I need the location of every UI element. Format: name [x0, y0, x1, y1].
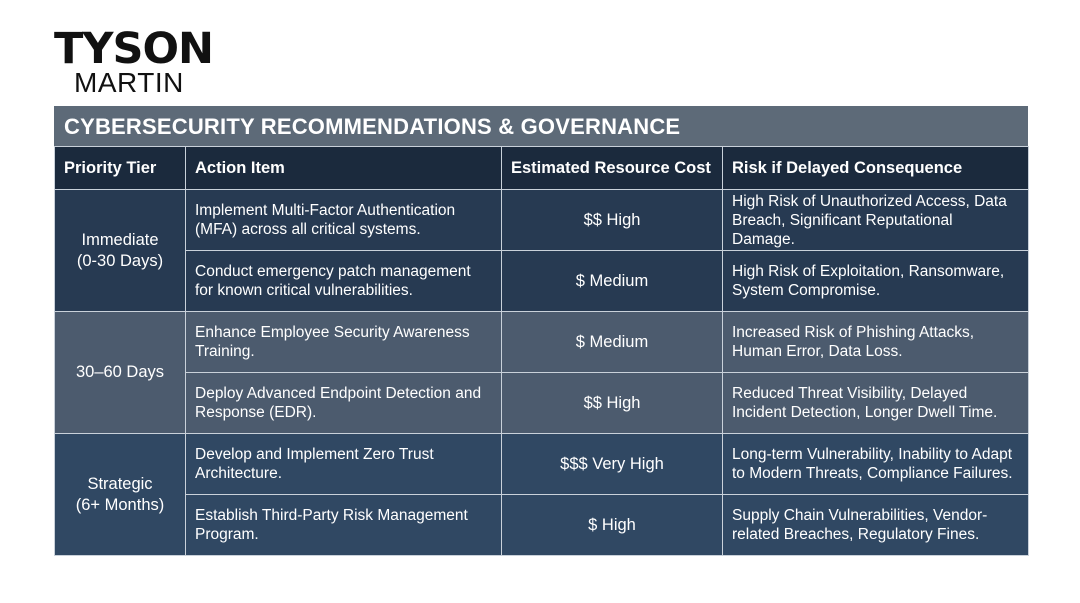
table-row [55, 373, 1029, 434]
action-item-cell: Conduct emergency patch management for known critical vulnerabilities. [186, 251, 502, 312]
action-item-cell: Enhance Employee Security Awareness Training. [186, 312, 502, 373]
risk-cell: Long-term Vulnerability, Inability to Adapt to Modern Threats, Compliance Failures. [723, 434, 1029, 495]
header-priority-tier: Priority Tier [55, 147, 186, 190]
header-action-item: Action Item [186, 147, 502, 190]
header-risk-consequence: Risk if Delayed Consequence [723, 147, 1029, 190]
table-title: CYBERSECURITY RECOMMENDATIONS & GOVERNANCE [54, 106, 1028, 146]
risk-cell: High Risk of Exploitation, Ransomware, System Compromise. [723, 251, 1029, 312]
action-item-cell: Develop and Implement Zero Trust Architecture. [186, 434, 502, 495]
action-item-cell: Deploy Advanced Endpoint Detection and Response (EDR). [186, 373, 502, 434]
tier-label: Immediate [81, 230, 159, 249]
action-item-cell: Implement Multi-Factor Authentication (MFA) across all critical systems. [186, 190, 502, 251]
table-header-row [55, 147, 1029, 190]
risk-cell: High Risk of Unauthorized Access, Data Breach, Significant Reputational Damage. [723, 190, 1029, 251]
brand-name-line2: MARTIN [74, 67, 184, 98]
priority-tier-cell [55, 312, 186, 434]
action-item-cell: Establish Third-Party Risk Management Program. [186, 495, 502, 556]
governance-table [54, 146, 1029, 556]
resource-cost-cell: $ Medium [502, 312, 723, 373]
risk-cell: Reduced Threat Visibility, Delayed Incident Detection, Longer Dwell Time. [723, 373, 1029, 434]
brand-name-line1: TYSON [54, 24, 213, 74]
resource-cost-cell: $ Medium [502, 251, 723, 312]
priority-tier-cell [55, 190, 186, 312]
tier-label: Strategic [87, 474, 153, 493]
table-row [55, 251, 1029, 312]
table-row [55, 190, 1029, 251]
resource-cost-cell: $ High [502, 495, 723, 556]
tier-label: 30–60 Days [75, 363, 165, 381]
header-resource-cost: Estimated Resource Cost [502, 147, 723, 190]
resource-cost-cell: $$$ Very High [502, 434, 723, 495]
resource-cost-cell: $$ High [502, 190, 723, 251]
resource-cost-cell: $$ High [502, 373, 723, 434]
recommendations-table [54, 106, 1028, 556]
risk-cell: Supply Chain Vulnerabilities, Vendor-related Breaches, Regulatory Fines. [723, 495, 1029, 556]
table-row [55, 495, 1029, 556]
priority-tier-cell [55, 434, 186, 556]
risk-cell: Increased Risk of Phishing Attacks, Human Error, Data Loss. [723, 312, 1029, 373]
tier-timeframe: (6+ Months) [75, 495, 165, 514]
table-row [55, 312, 1029, 373]
brand-logo [54, 24, 213, 98]
table-row [55, 434, 1029, 495]
tier-timeframe: (0-30 Days) [76, 251, 164, 270]
